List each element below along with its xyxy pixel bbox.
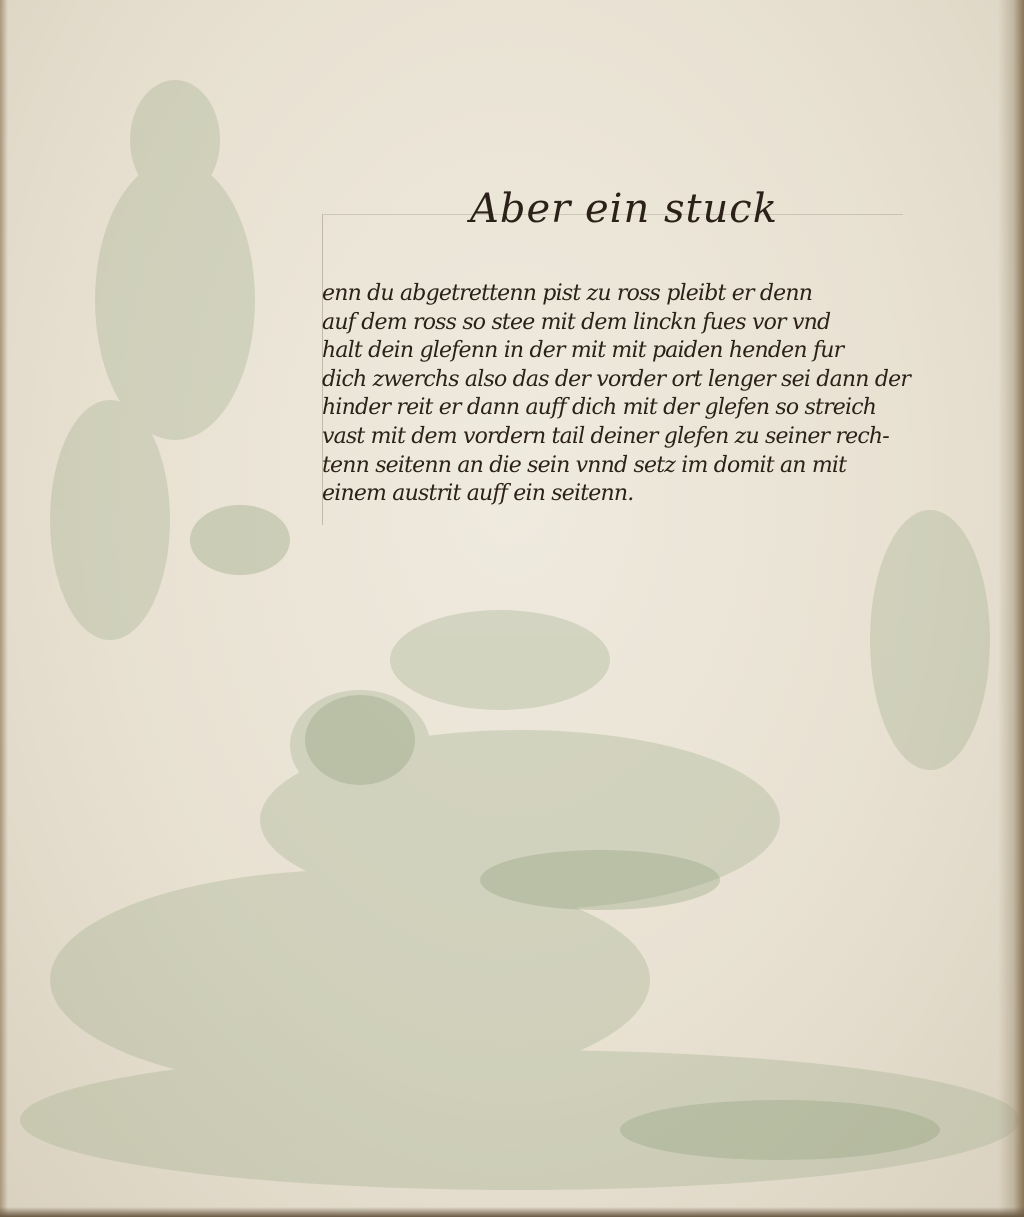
page-bottom-edge (0, 1207, 1024, 1217)
text-line-5: hinder reit er dann auff dich mit der glefen so streich (322, 395, 877, 421)
section-heading: Aber ein stuck (470, 186, 778, 232)
text-line-2: auf dem ross so stee mit dem linckn fues vor vnd (322, 309, 831, 335)
text-line-6: vast mit dem vordern tail deiner glefen zu seiner rech- (322, 423, 889, 449)
bleed-figure-arm (50, 400, 170, 640)
page-right-edge (998, 0, 1024, 1217)
bleed-figure-torso (95, 160, 255, 440)
manuscript-text-block (322, 280, 932, 509)
text-line-3: halt dein glefenn in der mit mit paiden henden fur (322, 338, 844, 364)
bleed-right-figure (870, 510, 990, 770)
text-line-4: dich zwerchs also das der vorder ort lenger sei dann der (322, 366, 911, 392)
text-line-1: enn du abgetrettenn pist zu ross pleibt er denn (322, 281, 813, 306)
page-left-edge (0, 0, 8, 1217)
text-line-7: tenn seitenn an die sein vnnd setz im domit an mit (322, 452, 847, 478)
bleed-mid-patch (390, 610, 610, 710)
text-line-8: einem austrit auff ein seitenn. (322, 481, 634, 507)
